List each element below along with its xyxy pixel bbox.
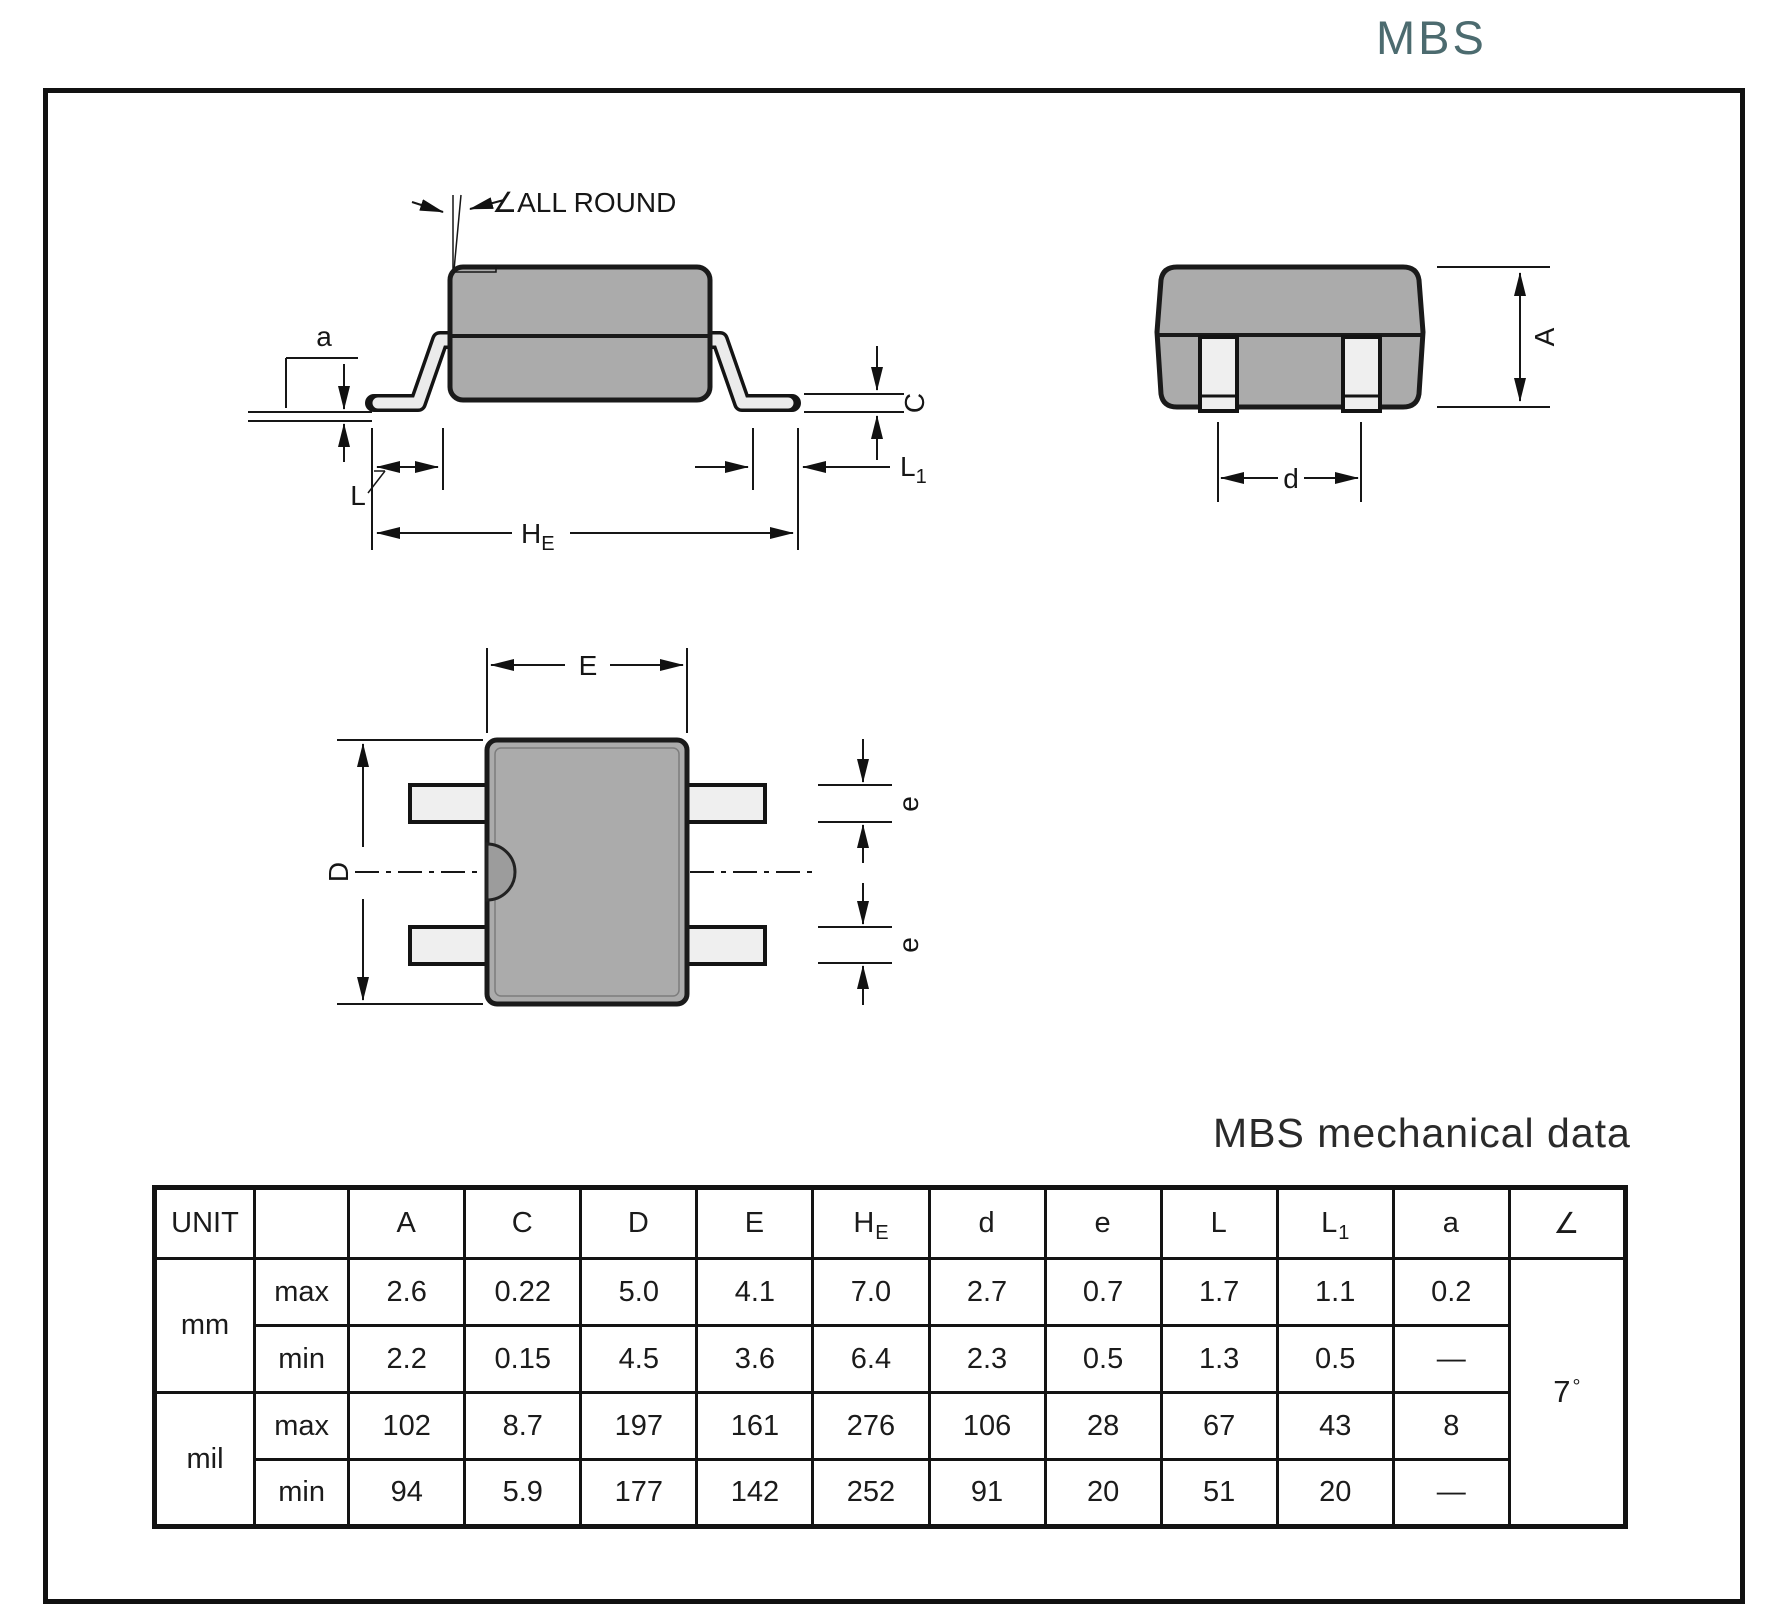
- table-row-mil-max: [155, 1393, 1626, 1460]
- table-row-mm-max: [155, 1259, 1626, 1326]
- e-pitch-top-label: e: [893, 796, 924, 812]
- table-title: MBS mechanical data: [1213, 1110, 1631, 1156]
- table-cell: 8.7: [465, 1393, 581, 1460]
- col-header: C: [465, 1188, 581, 1259]
- lead-end-2: [1343, 337, 1380, 411]
- table-cell: 2.6: [349, 1259, 465, 1326]
- package-body: [450, 267, 710, 400]
- dimension-l: [368, 428, 443, 550]
- row-label-cell: min: [255, 1326, 349, 1393]
- l-label: L: [350, 480, 366, 511]
- d-label: d: [1283, 463, 1299, 494]
- col-header: ∠: [1509, 1188, 1625, 1259]
- table-cell: 102: [349, 1393, 465, 1460]
- table-cell: 94: [349, 1460, 465, 1527]
- page-title: MBS: [1376, 11, 1487, 64]
- table-cell: 252: [813, 1460, 929, 1527]
- table-cell: 2.3: [929, 1326, 1045, 1393]
- col-header: $H_E$: [813, 1188, 929, 1259]
- dimension-e-pitch-bottom: [818, 883, 892, 1005]
- col-header: A: [349, 1188, 465, 1259]
- dimension-l1: [695, 428, 890, 490]
- table-cell: —: [1393, 1326, 1509, 1393]
- table-cell: 67: [1161, 1393, 1277, 1460]
- table-row-mm-min: [155, 1326, 1626, 1393]
- table-cell: 6.4: [813, 1326, 929, 1393]
- dimension-he: [377, 428, 798, 550]
- table-cell: 28: [1045, 1393, 1161, 1460]
- table-cell: 4.1: [697, 1259, 813, 1326]
- minmax-header-cell: [255, 1188, 349, 1259]
- table-cell: 5.0: [581, 1259, 697, 1326]
- e-pitch-bottom-label: e: [893, 937, 924, 953]
- table-cell: 91: [929, 1460, 1045, 1527]
- draft-angle-callout: [412, 195, 504, 270]
- table-cell: 20: [1045, 1460, 1161, 1527]
- table-cell: 0.5: [1045, 1326, 1161, 1393]
- a-height-label: A: [1529, 327, 1560, 347]
- he-label: $H_E$: [521, 518, 555, 555]
- top-view-drawing: [270, 555, 930, 1055]
- table-cell: 0.5: [1277, 1326, 1393, 1393]
- row-label-cell: max: [255, 1259, 349, 1326]
- left-lead: [374, 340, 458, 403]
- package-body-top: [487, 740, 687, 1004]
- e-width-label: E: [578, 650, 598, 681]
- unit-header-cell: UNIT: [155, 1188, 255, 1259]
- side-view-drawing: [240, 160, 960, 580]
- table-cell: 4.5: [581, 1326, 697, 1393]
- table-cell: 2.2: [349, 1326, 465, 1393]
- table-cell: 1.7: [1161, 1259, 1277, 1326]
- col-header: $L_1$: [1277, 1188, 1393, 1259]
- table-cell: 0.22: [465, 1259, 581, 1326]
- table-cell: 7.0: [813, 1259, 929, 1326]
- table-cell: 0.7: [1045, 1259, 1161, 1326]
- row-label-cell: min: [255, 1460, 349, 1527]
- end-view-drawing: [1080, 210, 1640, 550]
- table-cell: 8: [1393, 1393, 1509, 1460]
- table-cell: 1.3: [1161, 1326, 1277, 1393]
- table-cell: 0.2: [1393, 1259, 1509, 1326]
- table-cell: 20: [1277, 1460, 1393, 1527]
- col-header: E: [697, 1188, 813, 1259]
- angle-value-cell: 7 °: [1509, 1259, 1625, 1527]
- table-cell: 197: [581, 1393, 697, 1460]
- right-lead: [702, 340, 792, 403]
- lead-end-1: [1200, 337, 1237, 411]
- dimension-a: [248, 358, 372, 462]
- unit-cell: mm: [155, 1259, 255, 1393]
- mechanical-data-table: [152, 1185, 1628, 1529]
- col-header: e: [1045, 1188, 1161, 1259]
- table-cell: 276: [813, 1393, 929, 1460]
- table-cell: 2.7: [929, 1259, 1045, 1326]
- table-cell: 5.9: [465, 1460, 581, 1527]
- unit-cell: mil: [155, 1393, 255, 1527]
- dimension-e-pitch-top: [818, 739, 892, 863]
- col-header: L: [1161, 1188, 1277, 1259]
- row-label-cell: max: [255, 1393, 349, 1460]
- col-header: a: [1393, 1188, 1509, 1259]
- table-cell: 161: [697, 1393, 813, 1460]
- table-cell: 43: [1277, 1393, 1393, 1460]
- d-length-label: D: [323, 861, 354, 883]
- table-header-row: [155, 1188, 1626, 1259]
- col-header: d: [929, 1188, 1045, 1259]
- col-header: D: [581, 1188, 697, 1259]
- c-label: C: [899, 392, 930, 414]
- table-cell: 177: [581, 1460, 697, 1527]
- table-row-mil-min: [155, 1460, 1626, 1527]
- table-cell: 106: [929, 1393, 1045, 1460]
- table-cell: 3.6: [697, 1326, 813, 1393]
- table-cell: 0.15: [465, 1326, 581, 1393]
- all-round-label: ∠ALL ROUND: [492, 187, 677, 218]
- table-cell: —: [1393, 1460, 1509, 1527]
- table-cell: 51: [1161, 1460, 1277, 1527]
- table-cell: 142: [697, 1460, 813, 1527]
- a-label: a: [316, 321, 332, 352]
- l1-label: $L_1$: [900, 451, 927, 488]
- table-cell: 1.1: [1277, 1259, 1393, 1326]
- dimension-c: [804, 346, 904, 460]
